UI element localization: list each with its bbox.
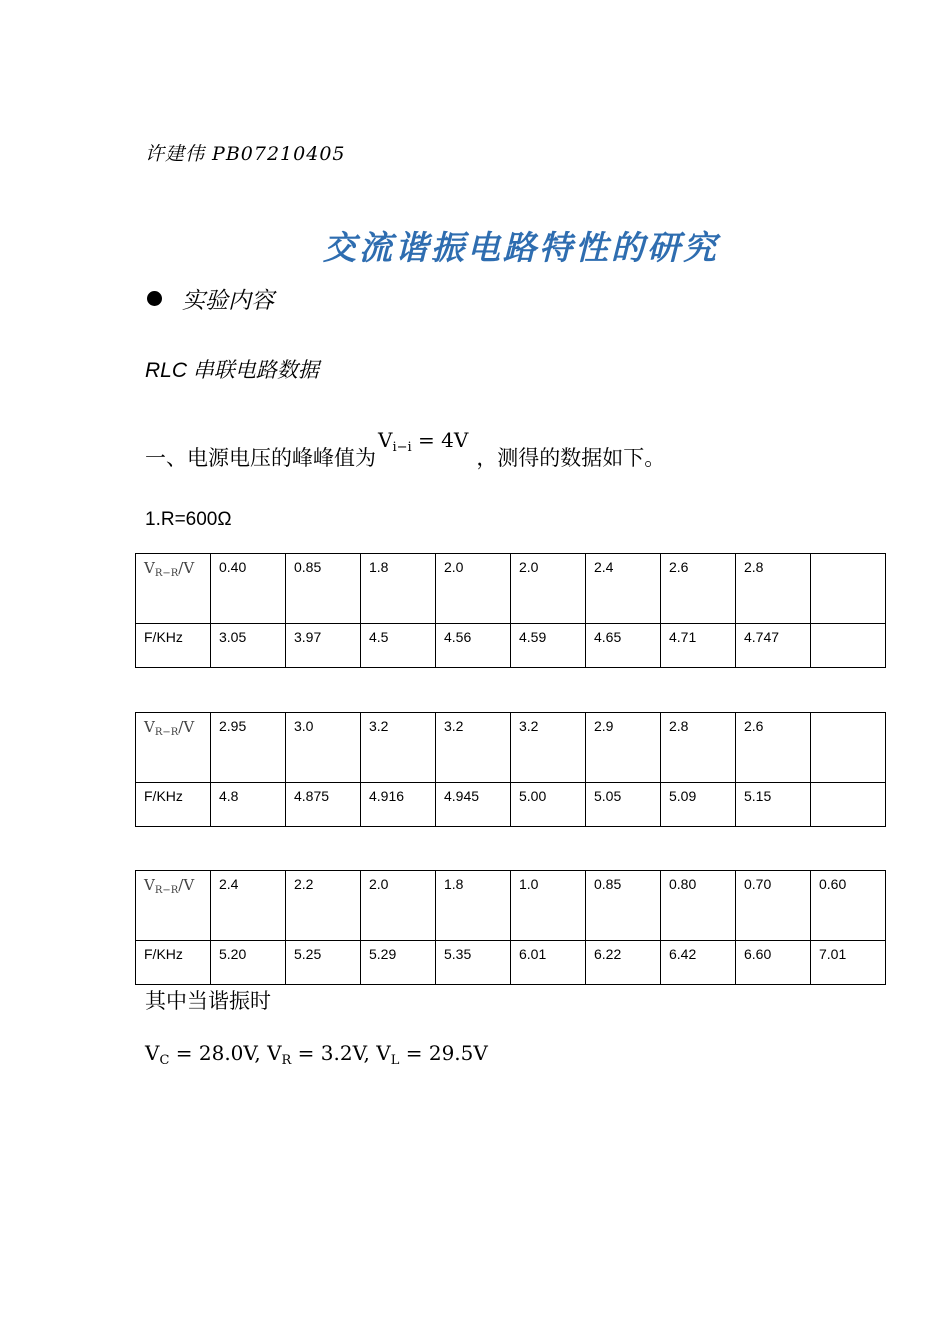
vr-subscript: R [281,1053,292,1068]
voltage-cell: 2.2 [286,871,361,941]
voltage-cell: 0.80 [661,871,736,941]
resonance-note: 其中当谐振时 [145,989,271,1013]
frequency-cell: 4.56 [436,624,511,668]
voltage-cell: 2.8 [661,713,736,783]
voltage-cell: 1.8 [361,554,436,624]
voltage-statement-suffix: ，测得的数据如下。 [476,446,666,470]
frequency-cell: 4.945 [436,783,511,827]
frequency-row-header: F/KHz [136,783,211,827]
formula-subscript: i−i [392,440,412,455]
vc-value: = 28.0V, [169,1041,268,1065]
vl-value: = 29.5V [399,1041,488,1065]
voltage-row-header [136,554,211,624]
voltage-cell: 0.70 [736,871,811,941]
voltage-cell: 2.8 [736,554,811,624]
data-table-3 [135,870,886,985]
frequency-cell: 6.22 [586,941,661,985]
voltage-symbol: V [144,718,155,736]
frequency-cell: 4.65 [586,624,661,668]
voltage-unit: /V [178,559,195,577]
voltage-cell [811,554,886,624]
frequency-cell: 6.60 [736,941,811,985]
section-heading-text: 实验内容 [182,288,274,314]
voltage-cell: 3.0 [286,713,361,783]
voltage-cell: 3.2 [511,713,586,783]
frequency-cell: 5.15 [736,783,811,827]
voltage-cell: 1.0 [511,871,586,941]
frequency-cell: 4.916 [361,783,436,827]
vc-subscript: C [159,1053,170,1068]
voltage-unit: /V [178,876,195,894]
author-line: 许建伟 PB07210405 [145,143,346,165]
voltage-row-header [136,871,211,941]
voltage-cell: 2.0 [436,554,511,624]
voltage-cell: 2.95 [211,713,286,783]
frequency-cell: 4.5 [361,624,436,668]
frequency-cell [811,783,886,827]
resistance-condition: 1.R=600Ω [145,509,232,530]
frequency-cell: 4.747 [736,624,811,668]
vl-subscript: L [390,1053,400,1068]
voltage-cell: 2.4 [586,554,661,624]
frequency-cell: 4.875 [286,783,361,827]
vr-value: = 3.2V, [291,1041,377,1065]
frequency-cell: 4.71 [661,624,736,668]
data-table-2 [135,712,886,827]
voltage-row [136,554,886,624]
resonance-values [145,1041,488,1068]
frequency-cell: 4.8 [211,783,286,827]
frequency-cell: 6.01 [511,941,586,985]
voltage-cell: 2.6 [661,554,736,624]
voltage-statement-prefix: 一、电源电压的峰峰值为 [145,446,376,470]
formula-symbol: V [378,428,393,452]
data-table-1 [135,553,886,668]
frequency-row [136,783,886,827]
frequency-row-header: F/KHz [136,941,211,985]
voltage-cell [811,713,886,783]
voltage-cell: 2.0 [361,871,436,941]
voltage-unit: /V [178,718,195,736]
frequency-cell: 5.35 [436,941,511,985]
formula-value: = 4V [411,428,469,452]
vr-symbol: V [267,1041,282,1065]
voltage-row-header [136,713,211,783]
subtitle: RLC 串联电路数据 [145,359,319,382]
frequency-cell: 5.00 [511,783,586,827]
voltage-symbol: V [144,876,155,894]
frequency-cell: 5.09 [661,783,736,827]
voltage-cell: 0.40 [211,554,286,624]
voltage-cell: 0.85 [586,871,661,941]
frequency-cell: 5.05 [586,783,661,827]
page-title: 交流谐振电路特性的研究 [323,228,719,267]
frequency-cell: 7.01 [811,941,886,985]
frequency-cell: 3.05 [211,624,286,668]
voltage-cell: 2.4 [211,871,286,941]
vl-symbol: V [376,1041,391,1065]
voltage-cell: 0.60 [811,871,886,941]
voltage-symbol: V [144,559,155,577]
voltage-cell: 2.6 [736,713,811,783]
voltage-cell: 2.0 [511,554,586,624]
frequency-row [136,624,886,668]
frequency-cell: 6.42 [661,941,736,985]
voltage-cell: 3.2 [361,713,436,783]
peak-voltage-formula [378,428,468,455]
frequency-row [136,941,886,985]
frequency-cell: 5.29 [361,941,436,985]
voltage-cell: 2.9 [586,713,661,783]
frequency-cell: 5.25 [286,941,361,985]
bullet-icon [147,291,162,306]
vc-symbol: V [145,1041,160,1065]
voltage-subscript: R−R [154,885,179,896]
frequency-cell [811,624,886,668]
voltage-row [136,713,886,783]
voltage-statement [145,428,665,472]
voltage-subscript: R−R [154,727,179,738]
voltage-cell: 1.8 [436,871,511,941]
voltage-cell: 0.85 [286,554,361,624]
voltage-subscript: R−R [154,568,179,579]
voltage-row [136,871,886,941]
section-heading [147,282,274,315]
frequency-row-header: F/KHz [136,624,211,668]
frequency-cell: 5.20 [211,941,286,985]
frequency-cell: 4.59 [511,624,586,668]
frequency-cell: 3.97 [286,624,361,668]
voltage-cell: 3.2 [436,713,511,783]
